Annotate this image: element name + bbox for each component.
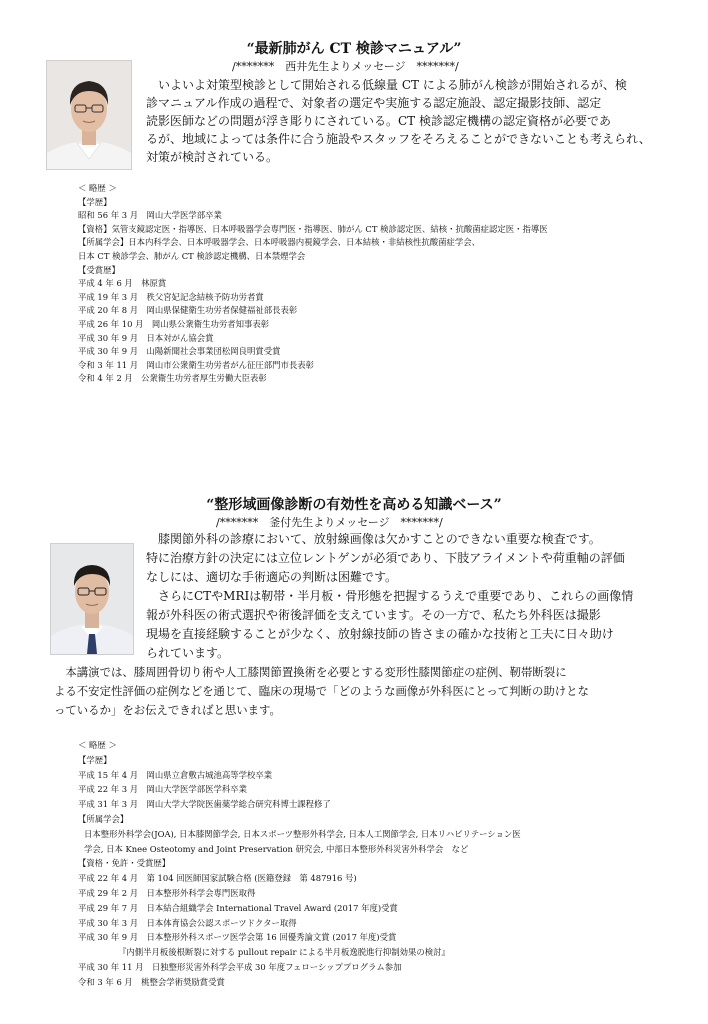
bio-heading: ＜ 略歴 ＞ xyxy=(78,740,117,750)
biography-2: ＜ 略歴 ＞ 【学歴】 平成 15 年 4 月 岡山県立倉敷古城池高等学校卒業 平成 22 年 3 月 岡山大学医学部医学科卒業 平成 31 年 3 月 岡山大学大学院医歯薬学総合研究科博士課程修了 【所属学会】 日本整形外科学会(JOA), 日本膝関節学会, 日本スポーツ整形外科学会, 日本人工関節学会, 日本リハビリテーション医 学会, 日本 Knee Osteotomy and Joint Preservation 研究会, 中部日本整形外科災害外科学会 など 【資格・免許・受賞歴】 平成 22 年 4 月 第 104 回医師国家試験合格 (医籍登録 第 487916 号) 平成 29 年 2 月 日本整形外科学会専門医取得 平成 29 年 7 月 日本結合組織学会 International Travel Award (2017 年度)受賞 平成 30 年 3 月 日本体育協会公認スポーツドクター取得 平成 30 年 9 月 日本整形外科スポーツ医学会第 16 回優秀論文賞 (2017 年度)受賞 『内側半月板後根断裂に対する pullout repair による半月板逸脱進行抑制効果の検討』 平成 30 年 11 月 日独整形災害外科学会平成 30 年度フェローシッププログラム参加 令和 3 年 6 月 桃整会学術奨励賞受賞 xyxy=(78,740,521,987)
speaker-photo-2 xyxy=(50,543,134,655)
message-paragraph-1: いよいよ対策型検診として開始される低線量 CT による肺がん検診が開始されるが、検 診マニュアル作成の過程で、対象者の選定や実施する認定施設、認定撮影技師、認定 読影医師などの問題が浮き彫りにされている。CT 検診認定機構の認定資格が必要であ るが、地域によっては条件に合う施設やスタッフをそろえることができないことも考えられ、 対策が検討されている。 xyxy=(146,78,651,164)
message-paragraph-3: 本講演では、膝周囲骨切り術や人工膝関節置換術を必要とする変形性膝関節症の症例、靭帯断裂に よる不安定性評価の症例などを通じて、臨床の現場で「どのような画像が外科医にとって判断の助けとな っているか」をお伝えできればと思います。 xyxy=(54,665,589,717)
lecture-title-1: “最新肺がん CT 検診マニュアル” xyxy=(246,41,462,57)
bio-heading: ＜ 略歴 ＞ xyxy=(78,183,117,193)
message-subtitle-2: /******* 釜付先生よりメッセージ *******/ xyxy=(216,516,443,529)
message-subtitle-1: /******* 西井先生よりメッセージ *******/ xyxy=(232,60,459,73)
biography-1: ＜ 略歴 ＞ 【学歴】 昭和 56 年 3 月 岡山大学医学部卒業 【資格】気管支鏡認定医・指導医、日本呼吸器学会専門医・指導医、肺がん CT 検診認定医、結核・抗酸菌症認定医・指導医 【所属学会】日本内科学会、日本呼吸器学会、日本呼吸器内視鏡学会、日本結核・非結核性抗酸菌症学会、 日本 CT 検診学会、肺がん CT 検診認定機構、日本禁煙学会 【受賞歴】 平成 4 年 6 月 林原賞 平成 19 年 3 月 秩父宮妃記念結核予防功労者賞 平成 20 年 8 月 岡山県保健衛生功労者保健福祉部長表彰 平成 26 年 10 月 岡山県公衆衛生功労者知事表彰 平成 30 年 9 月 日本対がん協会賞 平成 30 年 9 月 山陽新聞社会事業団松岡良明賞受賞 令和 3 年 11 月 岡山市公衆衛生功労者がん征圧部門市長表彰 令和 4 年 2 月 公衆衛生功労者厚生労働大臣表彰 xyxy=(78,183,548,384)
lecture-title-2: “整形域画像診断の有効性を高める知識ベース” xyxy=(206,497,502,513)
speaker-photo-1 xyxy=(46,60,132,170)
message-paragraph-2: 膝関節外科の診療において、放射線画像は欠かすことのできない重要な検査です。 特に治療方針の決定には立位レントゲンが必須であり、下肢アライメントや荷重軸の評価 なしには、適切な手術適応の判断は困難です。 さらにCTやMRIは靭帯・半月板・骨形態を把握するうえで重要であり、これらの画像情 報が外科医の術式選択や術後評価を支えています。その一方で、私たち外科医は撮影 現場を直接経験することが少なく、放射線技師の皆さまの確かな技術と工夫に日々助け られています。 xyxy=(146,532,634,660)
